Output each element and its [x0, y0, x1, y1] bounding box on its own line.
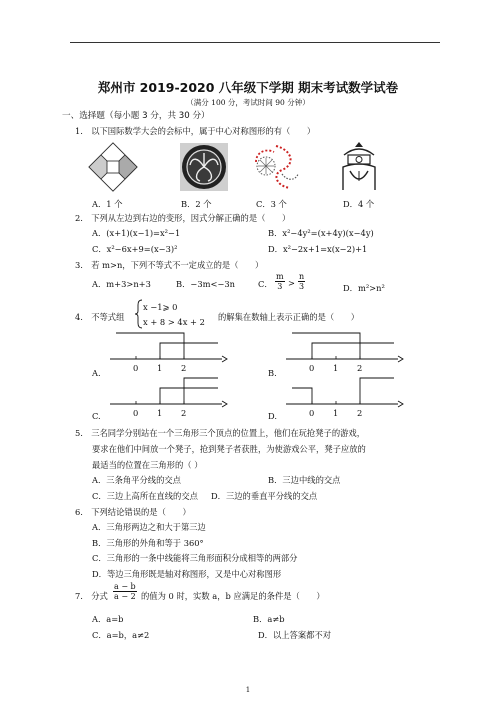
q6-option-b: B．三角形的外角和等于 360°	[92, 538, 204, 548]
q6-option-a: A．三角形两边之和大于第三边	[92, 522, 206, 532]
q1-option-a: A．1 个	[92, 199, 123, 209]
section-heading: 一、选择题（每小题 3 分，共 30 分）	[62, 111, 210, 121]
q4-a-tick-0: 0	[133, 363, 139, 373]
q2-stem: 2. 下列从左边到右边的变形，因式分解正确的是（ ）	[75, 213, 291, 223]
q7-option-a: A．a=b	[92, 614, 124, 624]
q4-system-line2: x + 8 > 4x + 2	[143, 317, 205, 327]
q4-numberline-b	[286, 331, 404, 369]
q1-option-d: D．4 个	[343, 199, 375, 209]
q5-option-a: A．三条角平分线的交点	[92, 475, 181, 485]
q3-c-fraction-right: n 3	[299, 272, 305, 291]
q4-c-tick-0: 0	[133, 408, 139, 418]
q4-prefix: 4. 不等式组	[75, 312, 125, 322]
q7-fraction: a − b a − 2	[114, 582, 136, 601]
q4-a-tick-1: 1	[157, 363, 163, 373]
q4-system-line1: x −1⩾ 0	[143, 302, 178, 312]
q4-d-tick-1: 1	[333, 408, 339, 418]
q7-suffix: 的值为 0 时，实数 a，b 应满足的条件是（ ）	[141, 591, 325, 601]
q1-stem: 1. 以下国际数学大会的会标中，属于中心对称图形的有（ ）	[75, 126, 316, 136]
q7-option-d: D．以上答案都不对	[258, 630, 332, 640]
q4-label-d: D.	[268, 411, 277, 421]
exam-info: （满分 100 分，考试时间 90 分钟）	[186, 98, 310, 107]
q4-label-a: A.	[92, 368, 101, 378]
q4-numberline-d	[286, 376, 404, 414]
q4-b-tick-1: 1	[333, 363, 339, 373]
q6-option-c: C．三角形的一条中线能将三角形面积分成相等的两部分	[92, 553, 298, 563]
q7-option-b: B．a≠b	[253, 614, 285, 624]
q7-option-c: C．a=b，a≠2	[92, 630, 150, 640]
q5-line-3: 最适当的位置在三角形的（ ）	[92, 460, 203, 470]
q4-d-tick-2: 2	[357, 408, 363, 418]
q3-option-d: D．m²>n²	[343, 283, 385, 293]
q2-option-d: D．x²−2x+1=x(x−2)+1	[268, 244, 368, 254]
q4-b-tick-2: 2	[357, 363, 363, 373]
q4-b-tick-0: 0	[309, 363, 315, 373]
q4-d-tick-0: 0	[309, 408, 315, 418]
q2-option-a: A．(x+1)(x−1)=x²−1	[92, 228, 181, 238]
header-rule	[70, 42, 440, 43]
q3-option-b: B．−3m<−3n	[176, 279, 236, 289]
q5-option-d: D．三边的垂直平分线的交点	[211, 491, 318, 501]
q4-a-tick-2: 2	[181, 363, 187, 373]
q6-option-d: D．等边三角形既是轴对称图形，又是中心对称图形	[92, 569, 282, 579]
q4-suffix: 的解集在数轴上表示正确的是（ ）	[218, 312, 360, 322]
q5-line-2: 要求在他们中间放一个凳子，抢到凳子者获胜，为使游戏公平，凳子应放的	[92, 444, 366, 454]
q1-option-b: B．2 个	[181, 199, 212, 209]
q3-option-a: A．m+3>n+3	[92, 279, 151, 289]
page-title: 郑州市 2019-2020 八年级下学期 期末考试数学试卷	[97, 80, 399, 95]
q4-numberline-c	[110, 376, 228, 414]
q5-line-1: 5. 三名同学分别站在一个三角形三个顶点的位置上，他们在玩抢凳子的游戏，	[75, 428, 366, 438]
q5-option-c: C．三边上高所在直线的交点	[92, 491, 198, 501]
q4-c-tick-1: 1	[157, 408, 163, 418]
q1-option-c: C．3 个	[256, 199, 287, 209]
q3-c-operator: >	[288, 278, 295, 288]
q4-label-c: C.	[92, 411, 101, 421]
q4-brace	[135, 299, 143, 329]
page-number: 1	[245, 686, 251, 694]
q3-c-fraction-left: m 3	[276, 272, 284, 291]
q2-option-b: B．x²−4y²=(x+4y)(x−4y)	[268, 228, 374, 238]
q4-numberline-a	[110, 331, 228, 369]
q2-option-c: C．x²−6x+9=(x−3)²	[92, 244, 178, 254]
q4-label-b: B.	[268, 368, 277, 378]
q7-prefix: 7. 分式	[75, 591, 108, 601]
q5-option-b: B．三边中线的交点	[268, 475, 341, 485]
q4-c-tick-2: 2	[181, 408, 187, 418]
q3-stem: 3. 若 m>n，下列不等式不一定成立的是（ ）	[75, 260, 264, 270]
q6-stem: 6. 下列结论错误的是（ ）	[75, 507, 191, 517]
q3-option-c: C．	[258, 279, 273, 289]
